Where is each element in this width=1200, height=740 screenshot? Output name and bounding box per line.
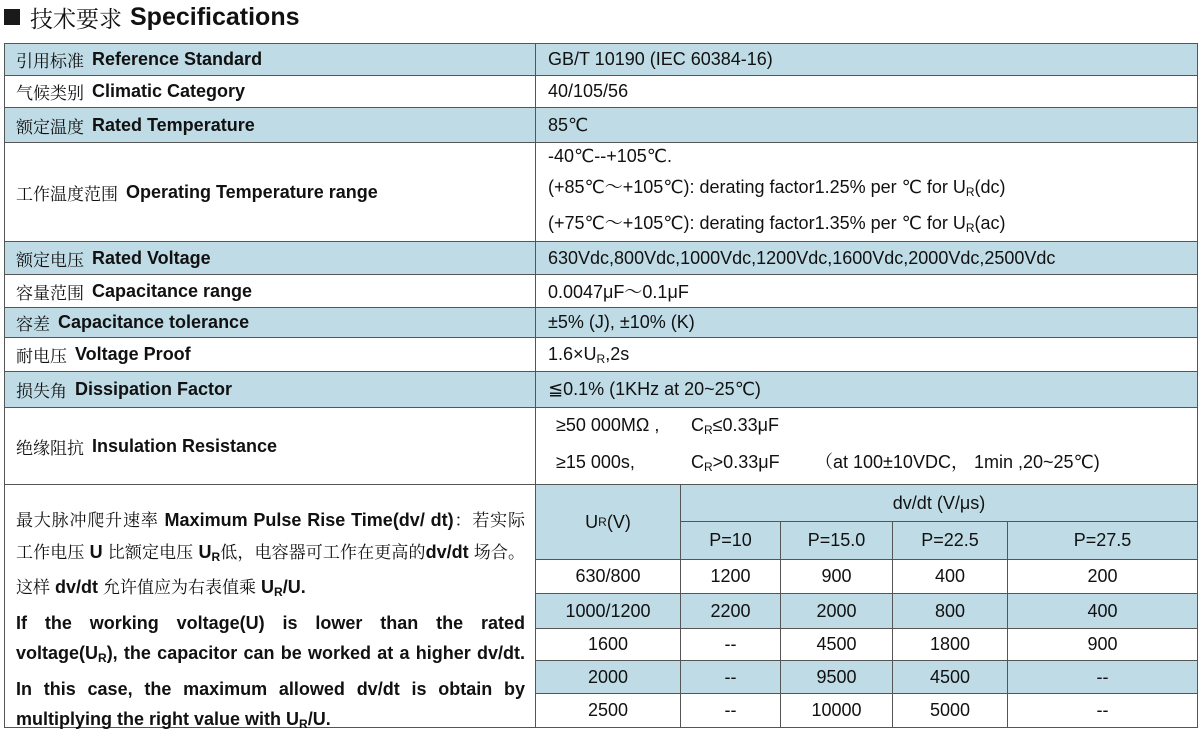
spec-value: 40/105/56 [548,81,629,101]
spec-value-line: (+75℃～+105℃): derating factor1.35% per ℃ for $U_R(ac)$ [548,212,1006,235]
dvdt-value-cell: 800 [893,594,1008,629]
dvdt-group-header: dv/dt (V/μs) [681,485,1197,522]
spec-row-insulation-resistance [5,408,1197,485]
spec-value [536,143,1197,241]
specifications-table [4,43,1198,731]
spec-label: 容差 Capacitance tolerance [5,308,536,337]
dvdt-ur-cell: 1000/1200 [536,594,681,629]
spec-label: 工作温度范围 Operating Temperature range [5,143,536,241]
dvdt-ur-cell: 2000 [536,661,681,694]
dvdt-p-header: P=15.0 [781,522,893,560]
spec-value: GB/T 10190 (IEC 60384-16) [548,49,773,69]
insulation-line: ≥50 000MΩ , $C_R\le 0.33\mu F$ [556,415,779,437]
spec-label: 损失角 Dissipation Factor [5,372,536,407]
dvdt-value-cell: 900 [1008,629,1197,661]
spec-row-climatic-category [5,76,1197,108]
spec-value: 630Vdc,800Vdc,1000Vdc,1200Vdc,1600Vdc,2000Vdc,2500Vdc [548,247,1056,268]
dvdt-value-cell: 9500 [781,661,893,694]
dvdt-ur-cell: 1600 [536,629,681,661]
dvdt-value-cell: 400 [1008,594,1197,629]
spec-label: 气候类别 Climatic Category [5,76,536,107]
spec-row-rated-voltage [5,242,1197,275]
spec-value: ±5% (J), ±10% (K) [548,312,695,332]
spec-row-capacitance-range [5,275,1197,308]
spec-row-rated-temperature [5,108,1197,143]
dvdt-table [536,485,1197,727]
dvdt-value-cell: -- [1008,661,1197,694]
spec-value: 0.0047μF～0.1μF [548,282,689,302]
spec-value-line: -40℃--+105℃. [548,145,672,166]
spec-value: $1.6\times U_R,2s$ [548,343,630,366]
insulation-line: ≥15 000s, $C_R>0.33\mu F$ （at 100±10VDC， 1min ,20~25℃) [556,452,1100,474]
dvdt-value-cell: -- [1008,694,1197,727]
title-chinese: 技术要求 [30,6,122,33]
spec-row-operating-temperature [5,143,1197,242]
dvdt-value-cell: 4500 [893,661,1008,694]
spec-label: 引用标准 Reference Standard [5,44,536,75]
dvdt-value-cell: 200 [1008,560,1197,594]
title-english: Specifications [130,2,300,31]
spec-label: 额定温度 Rated Temperature [5,108,536,142]
dvdt-value-cell: -- [681,694,781,727]
spec-value: ≦0.1% (1KHz at 20~25℃) [548,379,761,399]
dvdt-value-cell: -- [681,661,781,694]
spec-row-voltage-proof [5,338,1197,372]
spec-row-capacitance-tolerance [5,308,1197,338]
dvdt-value-cell: 10000 [781,694,893,727]
dvdt-value-cell: 400 [893,560,1008,594]
dvdt-value-cell: 1200 [681,560,781,594]
spec-label: 绝缘阻抗 Insulation Resistance [5,408,536,484]
dvdt-ur-cell: 630/800 [536,560,681,594]
dvdt-ur-cell: 2500 [536,694,681,727]
spec-value: 85℃ [548,114,589,135]
spec-label: 额定电压 Rated Voltage [5,242,536,274]
dvdt-value-cell: 900 [781,560,893,594]
spec-value [536,408,1197,484]
dvdt-value-cell: 5000 [893,694,1008,727]
spec-label: 耐电压 Voltage Proof [5,338,536,371]
dvdt-value-cell: 1800 [893,629,1008,661]
dvdt-value-cell: 4500 [781,629,893,661]
dvdt-value-cell: 2200 [681,594,781,629]
dvdt-note: 最大脉冲爬升速率 Maximum Pulse Rise Time(dv/ dt)：若实际工作电压 U 比额定电压 $U_R$低，电容器可工作在更高的dv/dt 场合。这样 dv/dt 允许值应为右表值乘 $U_R/U$. If the working voltage(U) is lower than the rated $voltage(U_R)$, the capacitor can be worked at a higher dv/dt. In this case, the maximum allowed dv/dt is obtain by multiplying the right value with $U_R/U$. [5,485,536,727]
dvdt-p-header: P=22.5 [893,522,1008,560]
spec-row-dissipation-factor [5,372,1197,408]
spec-label: 容量范围 Capacitance range [5,275,536,307]
dvdt-value-cell: -- [681,629,781,661]
spec-value-line: (+85℃～+105℃): derating factor1.25% per ℃ for $U_R(dc)$ [548,176,1006,199]
square-bullet-icon [4,9,20,25]
dvdt-p-header: P=10 [681,522,781,560]
dvdt-p-header: P=27.5 [1008,522,1197,560]
dvdt-ur-header: U R (V) [536,485,681,560]
page-title [4,0,300,34]
spec-row-reference-standard [5,44,1197,76]
dvdt-value-cell: 2000 [781,594,893,629]
